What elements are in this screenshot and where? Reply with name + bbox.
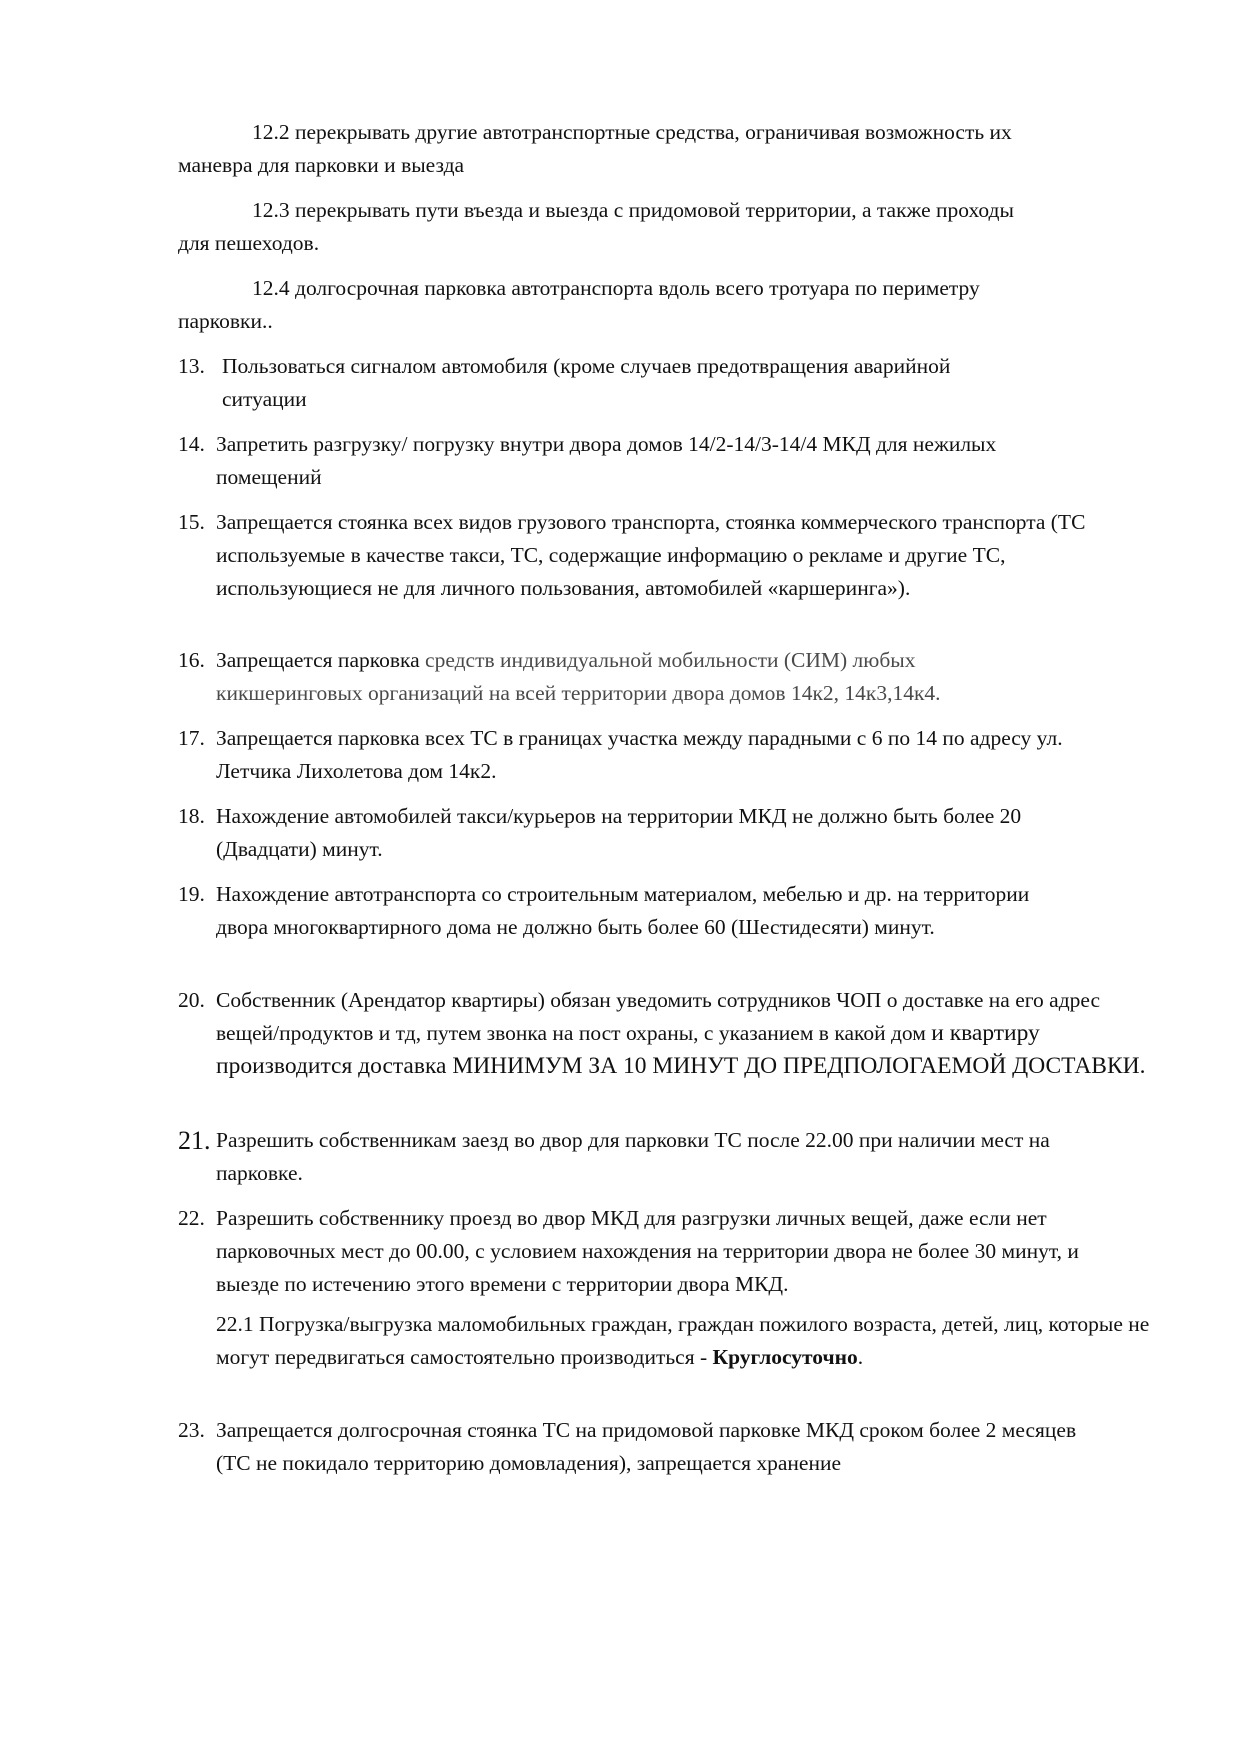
list-item-number: 16. (178, 648, 205, 672)
list-item-17 (178, 722, 1158, 788)
list-item-number: 17. (178, 726, 205, 750)
list-item-text: Нахождение автотранспорта со строительным материалом, мебелью и др. на территории двора многоквартирного дома не должно быть более 60 (Шестидесяти) минут. (216, 882, 1030, 939)
list-item-text-highlight: средств индивидуальной мобильности (СИМ) любых кикшеринговых организаций на всей территории двора домов 14к2, 14к3,14к4. (216, 648, 941, 705)
paragraph-12-4-lead: 12.4 долгосрочная парковка автотранспорта вдоль всего тротуара по периметру (252, 276, 980, 300)
list-item-18 (178, 800, 1158, 866)
paragraph-12-3 (178, 194, 1158, 260)
list-item-number: 19. (178, 882, 205, 906)
list-item-number: 15. (178, 510, 205, 534)
list-item-text (216, 984, 1161, 1083)
list-item-text: Запрещается стоянка всех видов грузового транспорта, стоянка коммерческого транспорта (ТС используемые в качестве такси, ТС, содержащие информацию о рекламе и другие ТС, использующиеся не для личного пользования, автомобилей «каршеринга»). (216, 510, 1086, 600)
paragraph-22-1-bold: Круглосуточно (712, 1345, 858, 1369)
list-item-text (216, 644, 1066, 710)
list-item-21 (178, 1124, 1158, 1190)
list-item-text: Пользоваться сигналом автомобиля (кроме случаев предотвращения аварийной ситуации (222, 354, 951, 411)
paragraph-12-2-lead: 12.2 перекрывать другие автотранспортные средства, ограничивая возможность их (252, 120, 1012, 144)
list-item-text-lead: Собственник (Арендатор квартиры) обязан уведомить сотрудников ЧОП о доставке на его адрес вещей/продуктов и тд, путем звонка на пост охраны, с указанием в какой дом (216, 988, 1100, 1045)
paragraph-22-1-text: 22.1 Погрузка/выгрузка маломобильных граждан, граждан пожилого возраста, детей, лиц, которые не могут передвигаться самостоятельно производиться - (216, 1312, 1150, 1369)
list-item-20 (178, 984, 1158, 1083)
list-item-number: 21. (178, 1126, 211, 1155)
list-item-16 (178, 644, 1158, 710)
paragraph-12-3-lead: 12.3 перекрывать пути въезда и выезда с придомовой территории, а также проходы (252, 198, 1014, 222)
paragraph-22-1 (216, 1308, 1166, 1374)
paragraph-12-2-rest: маневра для парковки и выезда (178, 153, 465, 177)
list-item-number: 23. (178, 1418, 205, 1442)
list-item-text-upper: и квартиру производится доставка МИНИМУМ ЗА 10 МИНУТ ДО ПРЕДПОЛОГАЕМОЙ ДОСТАВКИ. (216, 1020, 1146, 1079)
list-item-23 (178, 1414, 1158, 1480)
list-item-text: Разрешить собственнику проезд во двор МКД для разгрузки личных вещей, даже если нет парковочных мест до 00.00, с условием нахождения на территории двора не более 30 минут, и выезде по истечению этого времени с территории двора МКД. (216, 1206, 1079, 1296)
list-item-text-lead: Запрещается парковка (216, 648, 426, 672)
list-item-13 (178, 350, 1158, 416)
list-item-15 (178, 506, 1158, 605)
list-item-number: 22. (178, 1206, 205, 1230)
list-item-text: Запрещается парковка всех ТС в границах участка между парадными с 6 по 14 по адресу ул. Летчика Лихолетова дом 14к2. (216, 726, 1063, 783)
list-item-text: Запретить разгрузку/ погрузку внутри двора домов 14/2-14/3-14/4 МКД для нежилых помещений (216, 432, 997, 489)
list-item-19 (178, 878, 1158, 944)
list-item-number: 18. (178, 804, 205, 828)
paragraph-12-4 (178, 272, 1158, 338)
list-item-number: 14. (178, 432, 205, 456)
paragraph-12-2 (178, 116, 1158, 182)
paragraph-12-3-rest: для пешеходов. (178, 231, 320, 255)
list-item-number: 20. (178, 988, 205, 1012)
list-item-text: Разрешить собственникам заезд во двор для парковки ТС после 22.00 при наличии мест на парковке. (216, 1128, 1050, 1185)
paragraph-12-4-rest: парковки.. (178, 309, 273, 333)
list-item-text: Запрещается долгосрочная стоянка ТС на придомовой парковке МКД сроком более 2 месяцев (ТС не покидало территорию домовладения), запрещается хранение (216, 1418, 1077, 1475)
list-item-text: Нахождение автомобилей такси/курьеров на территории МКД не должно быть более 20 (Двадцати) минут. (216, 804, 1022, 861)
list-item-22 (178, 1202, 1158, 1301)
list-item-14 (178, 428, 1158, 494)
list-item-number: 13. (178, 354, 205, 378)
paragraph-22-1-tail: . (857, 1345, 864, 1369)
